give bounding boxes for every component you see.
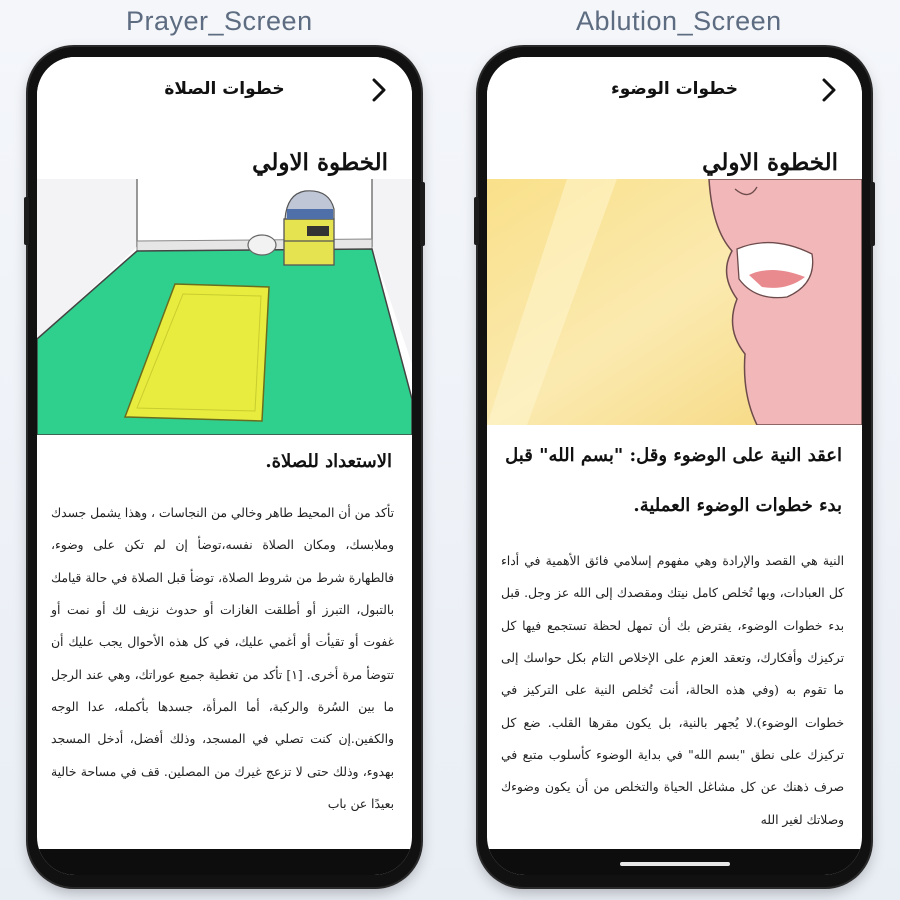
power-button <box>870 182 875 246</box>
volume-button <box>24 197 29 245</box>
step-heading: الخطوة الاولي <box>702 149 838 176</box>
body-text: تأكد من أن المحيط طاهر وخالي من النجاسات ، وهذا يشمل جسدك وملابسك، ومكان الصلاة نفسه،توضأ إن لم تكن على وضوء، فالطهارة شرط من شروط الصلاة، توضأ قبل الصلاة في حالة قيامك بالتبول، التبرز أو أطلقت الغازات أو حدوث نزيف لك أو نمت أو غفوت أو تقيأت أو أغمي عليك، في كل هذه الأحوال يجب عليك أن تتوضأ مرة أخرى. [١] تأكد من تغطية جميع عوراتك، وهي عند الرجل ما بين السُرة والركبة، أما المرأة، جسدها بأكمله، عدا الوجه والكفين.إن كنت تصلي في المسجد، وذلك أفضل، أدخل المسجد بهدوء، وذلك حتى لا تزعج غيرك من المصلين. قف في مساحة خالية بعيدًا عن باب <box>51 506 394 811</box>
ablution-screen <box>487 57 862 875</box>
header-title: خطوات الوضوء <box>611 79 738 99</box>
app-bar <box>37 57 412 121</box>
prayer-screen <box>37 57 412 875</box>
chevron-right-icon[interactable] <box>364 75 394 105</box>
section-title: اعقد النية على الوضوء وقل: "بسم الله" قبل بدء خطوات الوضوء العملية. <box>505 445 842 516</box>
ablution-screen-label: Ablution_Screen <box>576 6 782 36</box>
bottom-bar <box>37 849 412 875</box>
step-heading: الخطوة الاولي <box>252 149 388 176</box>
app-bar <box>487 57 862 121</box>
volume-button <box>474 197 479 245</box>
home-indicator[interactable] <box>620 862 730 866</box>
section-title: الاستعداد للصلاة. <box>265 451 392 472</box>
body-text: النية هي القصد والإرادة وهي مفهوم إسلامي فائق الأهمية في أداء كل العبادات، وبها تُخلص كامل نيتك ومقصدك إلى الله عز وجل. قبل بدء خطوات الوضوء، يفترض بك أن تمهل لحظة تستجمع فيها كل تركيزك وأفكارك، وتعقد العزم على الإخلاص التام بكل حواسك إلى ما تقوم به (وفي هذه الحالة، أنت تُخلص النية على التركيز في خطوات الوضوء).لا يُجهر بالنية، بل يكون مقرها القلب. ضع كل تركيزك على نطق "بسم الله" في بداية الوضوء كأسلوب متبع في صرف ذهنك عن كل مشاغل الحياة والتخلص من أن يكون وضوءك وصلاتك لغير الله <box>501 554 844 827</box>
prayer-room-illustration-icon <box>37 179 412 435</box>
chevron-right-icon[interactable] <box>814 75 844 105</box>
bottom-bar <box>487 849 862 875</box>
phone-frame-prayer <box>28 47 421 887</box>
prayer-screen-label: Prayer_Screen <box>126 6 313 36</box>
mouth-illustration-icon <box>487 179 862 425</box>
header-title: خطوات الصلاة <box>164 79 285 99</box>
power-button <box>420 182 425 246</box>
phone-frame-ablution <box>478 47 871 887</box>
